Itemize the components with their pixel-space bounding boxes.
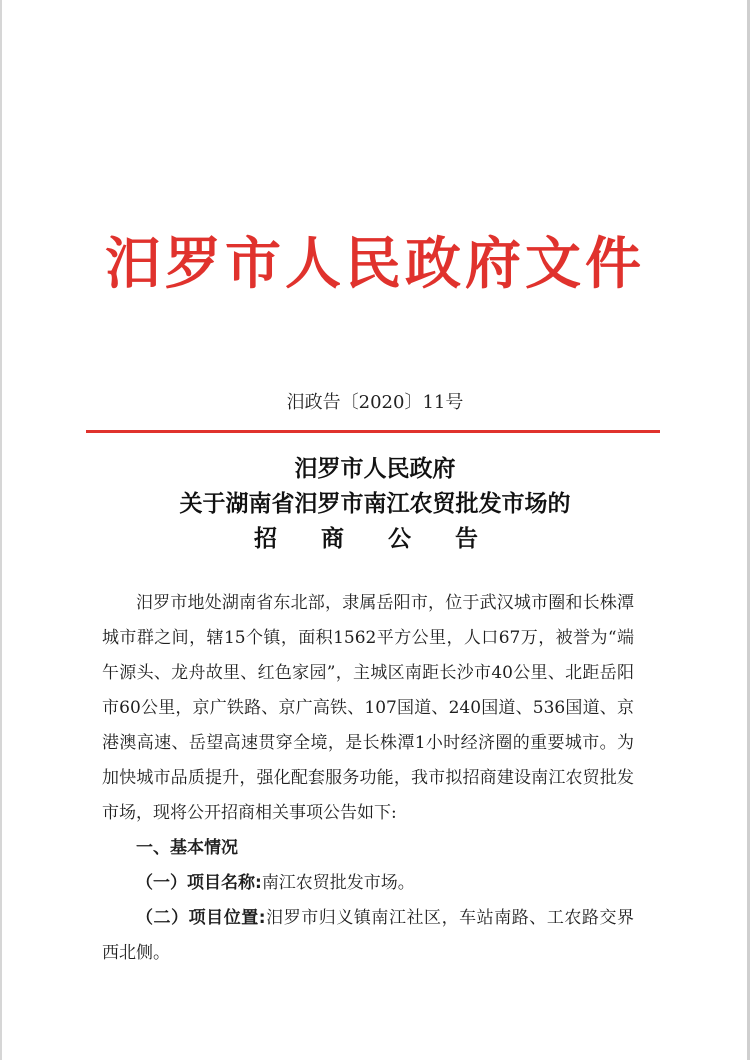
document-masthead: 汨罗市人民政府文件 [105, 231, 645, 297]
section-heading: 一、基本情况 [136, 838, 238, 858]
document-number: 汨政告〔2020〕11号 [286, 392, 464, 413]
item-text: 汨罗市归义镇南江社区，车站南路、工农路交界西北侧。 [102, 908, 634, 963]
intro-paragraph: 汨罗市地处湖南省东北部，隶属岳阳市，位于武汉城市圈和长株潭城市群之间，辖15个镇，面积1562平方公里，人口67万，被誉为“端午源头、龙舟故里、红色家园”，主城区南距长沙市40公里、北距岳阳市60公里，京广铁路、京广高铁、107国道、240国道、536国道、京港澳高速、岳望高速贯穿全境，是长株潭1小时经济圈的重要城市。为加快城市品质提升，强化配套服务功能，我市拟招商建设南江农贸批发市场，现将公开招商相关事项公告如下: [102, 593, 634, 823]
title-line-1: 汨罗市人民政府 [294, 455, 456, 482]
item-text: 南江农贸批发市场。 [261, 873, 415, 893]
item-project-name [102, 866, 634, 901]
document-body [102, 586, 634, 971]
item-project-location [102, 901, 634, 971]
title-line-3: 招 商 公 告 [253, 525, 497, 552]
red-divider-line [86, 430, 660, 433]
item-label: （一）项目名称: [136, 873, 262, 893]
title-line-2: 关于湖南省汨罗市南江农贸批发市场的 [179, 490, 571, 517]
item-label: （二）项目位置: [136, 908, 266, 928]
